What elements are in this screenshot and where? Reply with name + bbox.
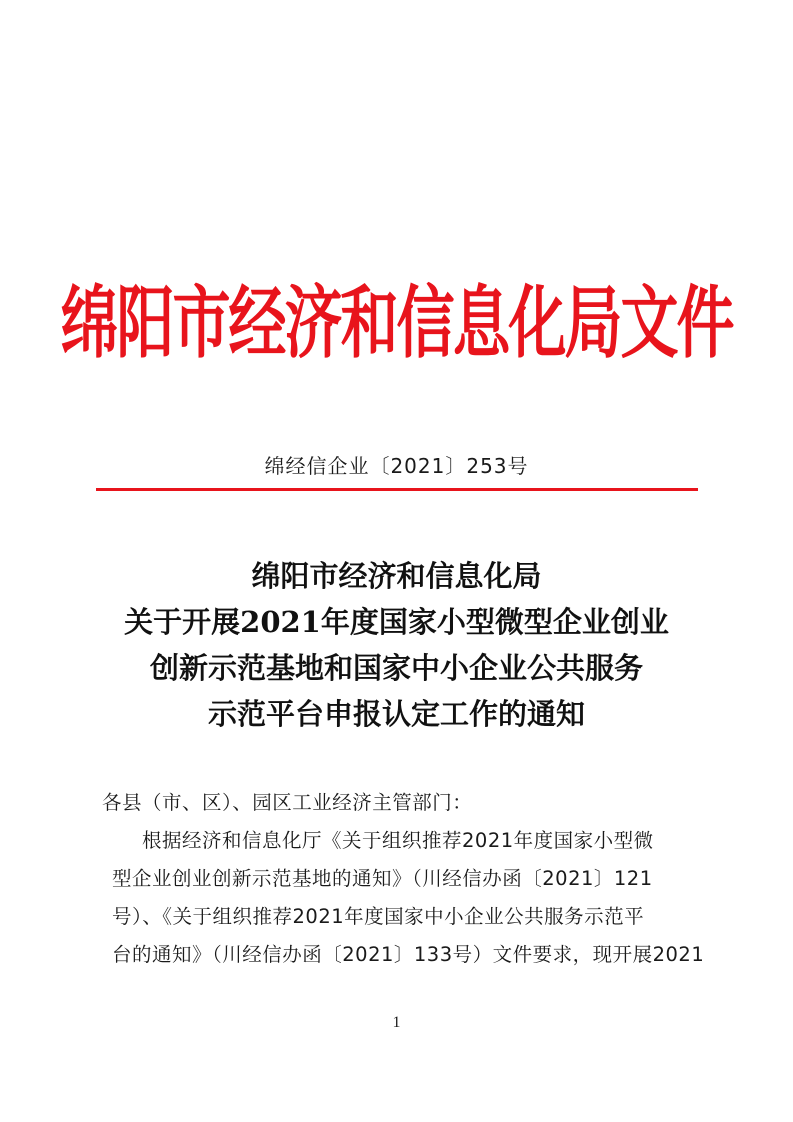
- document-number: 绵经信企业〔2021〕253号: [264, 454, 529, 478]
- title-line: 关于开展2021年度国家小型微型企业创业: [124, 605, 669, 639]
- masthead-title: 绵阳市经济和信息化局文件: [60, 277, 733, 369]
- title-line: 示范平台申报认定工作的通知: [207, 697, 585, 731]
- body-line: 台的通知》（川经信办函〔2021〕133号）文件要求，现开展2021: [112, 943, 705, 966]
- body-line: 根据经济和信息化厅《关于组织推荐2021年度国家小型微: [142, 829, 654, 852]
- notice-title: [0, 553, 793, 737]
- body-line: 号）、《关于组织推荐2021年度国家中小企业公共服务示范平: [112, 905, 645, 928]
- title-line: 绵阳市经济和信息化局: [251, 559, 542, 593]
- red-divider-line: [96, 488, 698, 491]
- title-line: 创新示范基地和国家中小企业公共服务: [149, 651, 643, 685]
- body-line: 型企业创业创新示范基地的通知》（川经信办函〔2021〕121: [112, 867, 653, 890]
- salutation: 各县（市、区）、园区工业经济主管部门：: [102, 791, 473, 814]
- page-number: 1: [392, 1014, 401, 1031]
- notice-body: [102, 784, 705, 974]
